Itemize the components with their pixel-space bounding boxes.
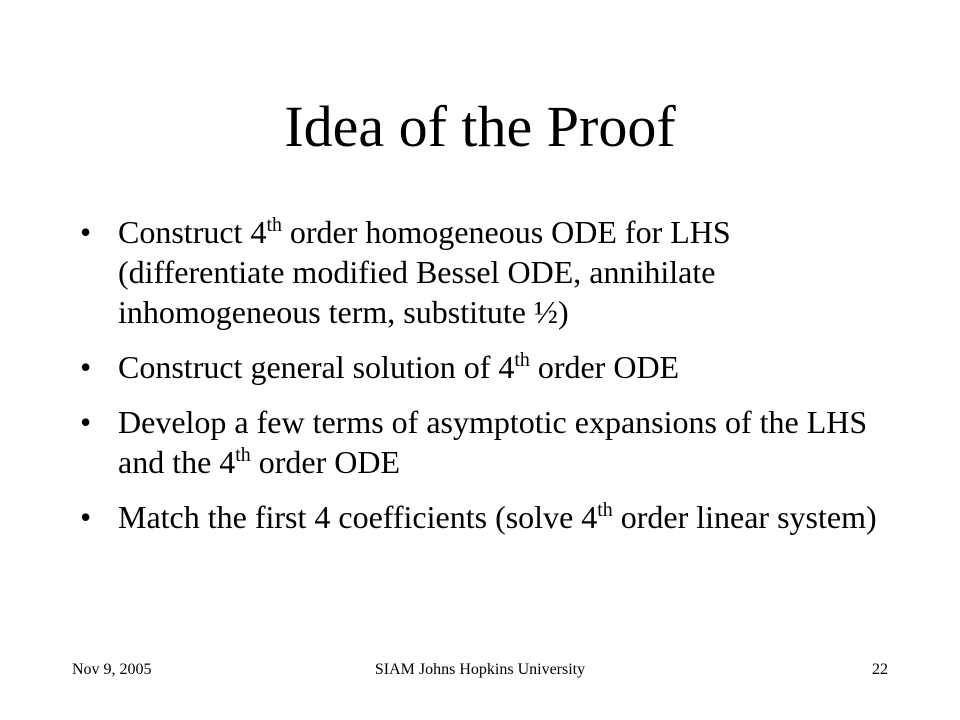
ordinal-superscript: th <box>235 443 251 466</box>
bullet-marker: • <box>80 349 92 385</box>
bullet-text-segment: Match the first 4 coefficients (solve 4 <box>118 499 598 535</box>
footer-venue: SIAM Johns Hopkins University <box>374 661 586 678</box>
bullet-item <box>80 347 900 387</box>
footer-page-number: 22 <box>872 661 888 678</box>
bullet-item <box>80 212 900 332</box>
ordinal-superscript: th <box>514 348 530 371</box>
bullet-text <box>118 349 679 385</box>
bullet-text-segment: order linear system) <box>612 499 877 535</box>
bullet-item <box>80 497 900 537</box>
bullet-text-segment: Construct 4 <box>118 214 267 250</box>
bullet-text-segment: order homogeneous ODE for LHS (differentiate modified Bessel ODE, annihilate inhomogeneous term, substitute ½) <box>118 214 731 330</box>
ordinal-superscript: th <box>597 498 613 521</box>
bullet-text-segment: Develop a few terms of asymptotic expansions of the LHS and the 4 <box>118 404 868 480</box>
bullet-marker: • <box>80 499 92 535</box>
bullet-text-segment: order ODE <box>250 444 401 480</box>
footer-date: Nov 9, 2005 <box>72 661 152 678</box>
ordinal-superscript: th <box>266 213 282 236</box>
bullet-text-segment: Construct general solution of 4 <box>118 349 515 385</box>
bullet-marker: • <box>80 214 92 250</box>
bullet-text <box>118 404 867 480</box>
bullet-text <box>118 499 877 535</box>
bullet-list <box>80 212 900 552</box>
bullet-item <box>80 402 900 482</box>
bullet-text-segment: order ODE <box>529 349 680 385</box>
slide-title: Idea of the Proof <box>284 94 676 159</box>
bullet-marker: • <box>80 404 92 440</box>
bullet-text <box>118 214 731 330</box>
